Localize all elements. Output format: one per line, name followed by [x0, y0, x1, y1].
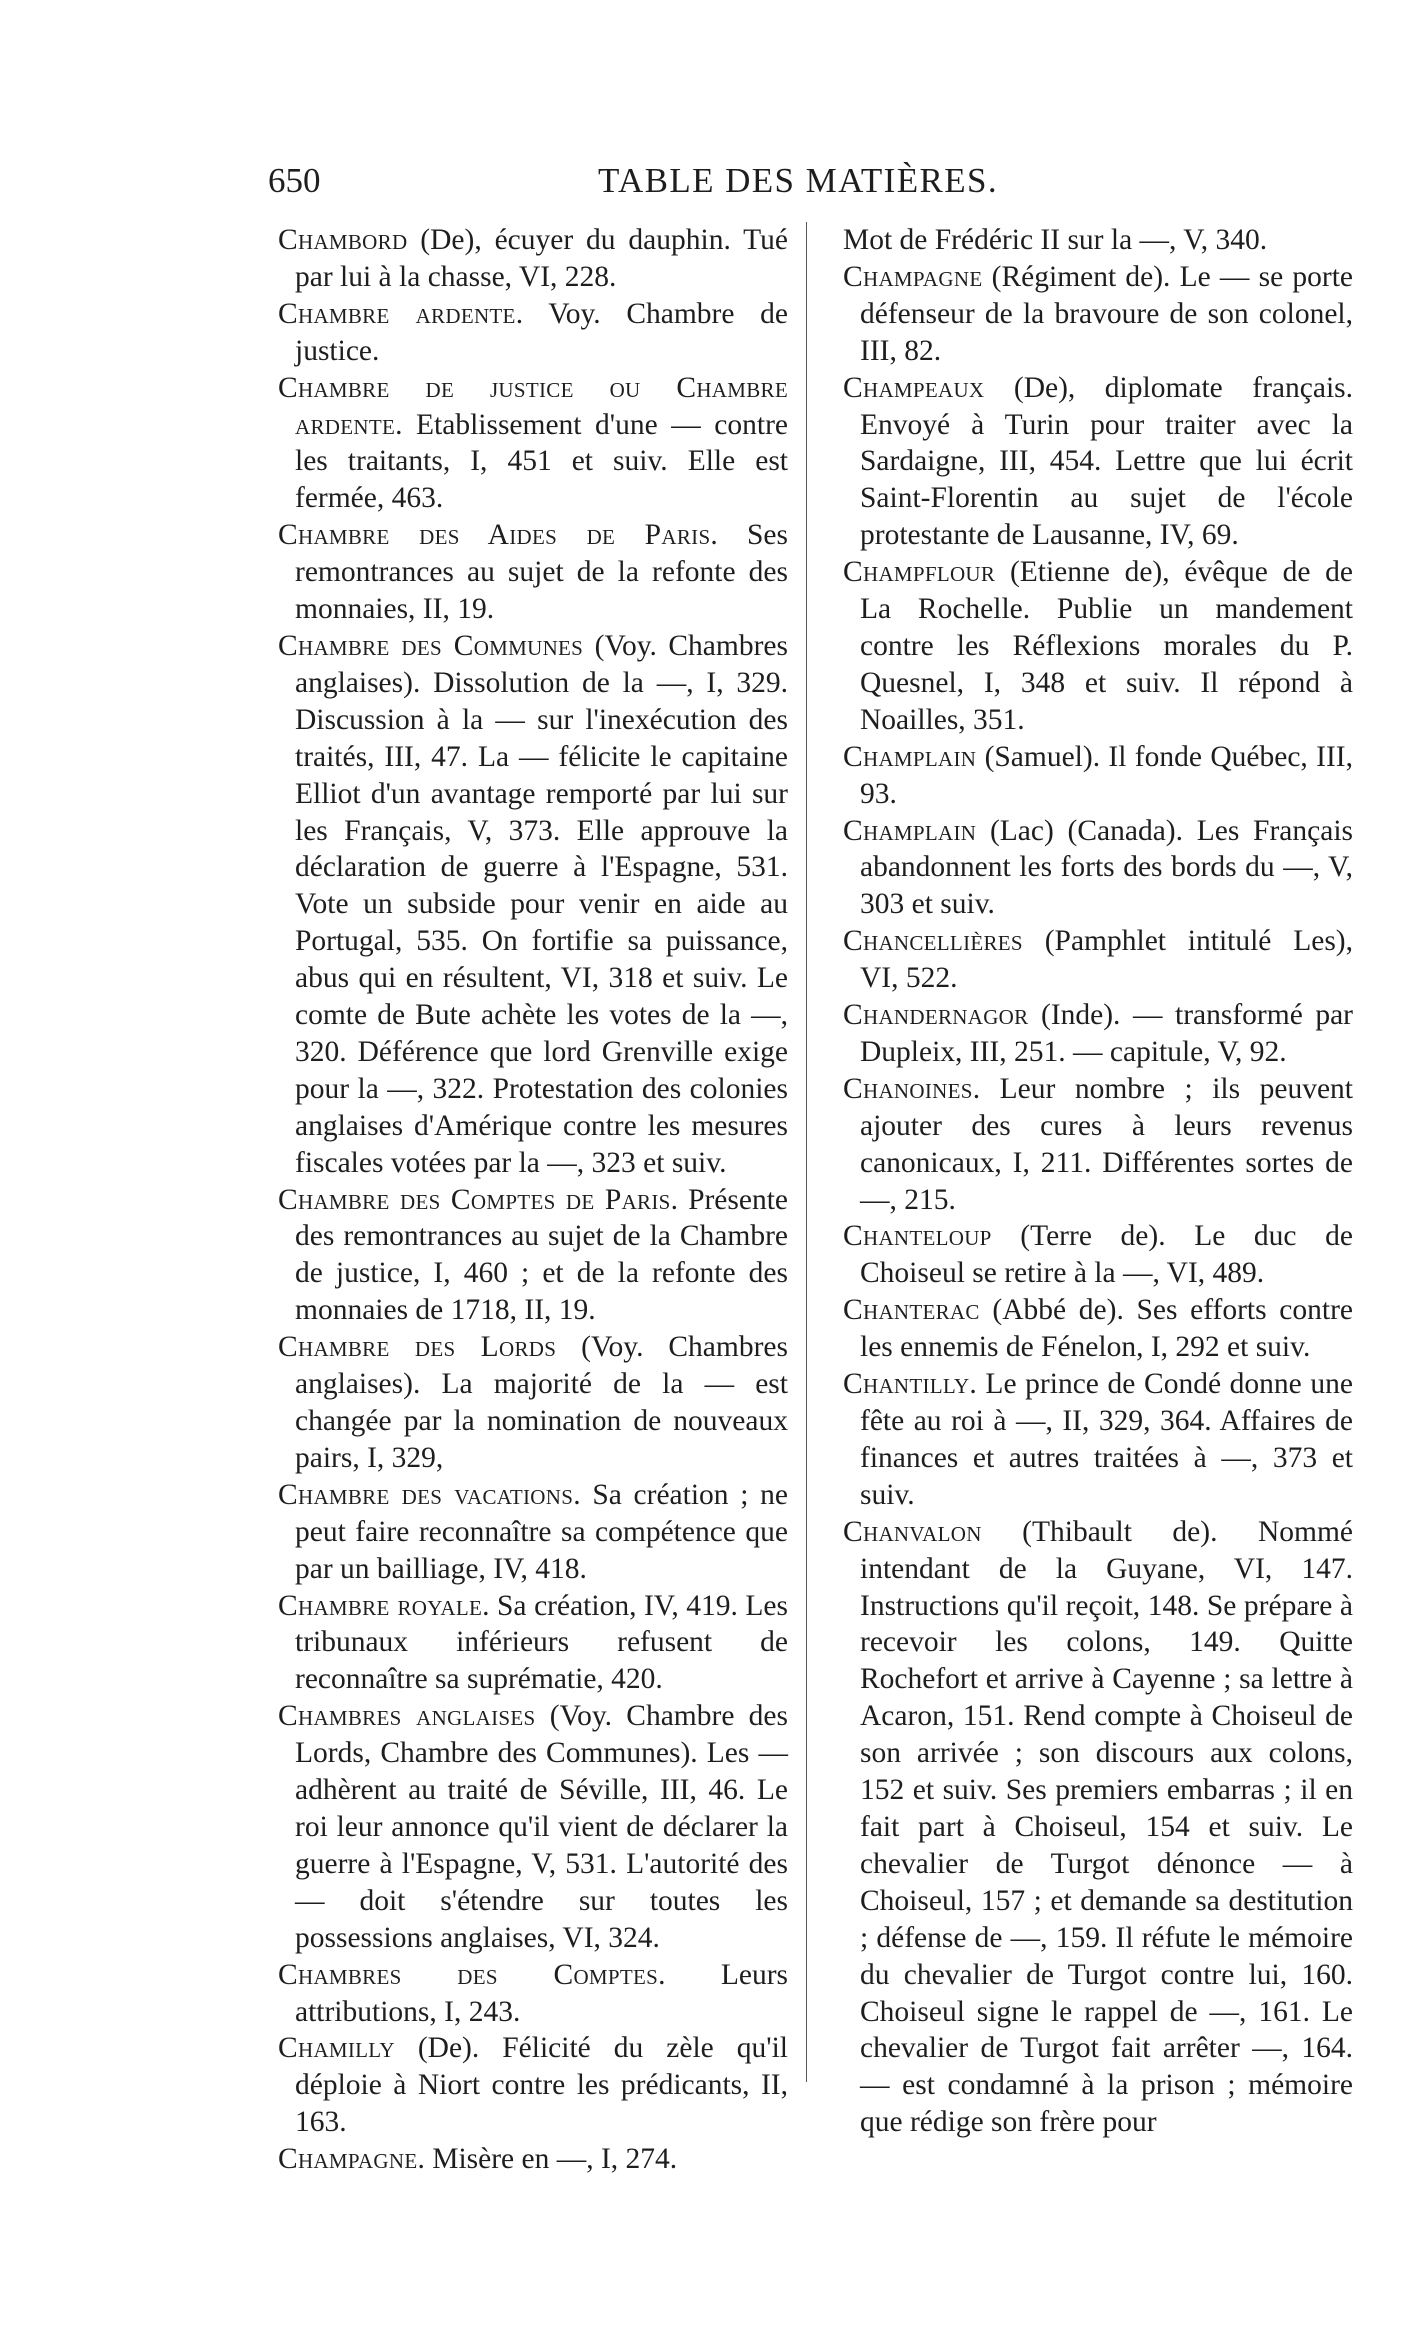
entry-headword: Chambre royale	[278, 1589, 483, 1622]
entry-text: . Ses remontrances au sujet de la refonte des monnaies, II, 19.	[295, 519, 788, 626]
entry-headword: Chambre des Aides de Paris	[278, 519, 711, 552]
index-entry	[278, 517, 788, 628]
entry-text: . Leurs attributions, I, 243.	[295, 1958, 789, 2028]
entry-headword: Chanteloup	[843, 1220, 992, 1253]
entry-headword: Chambre des Communes	[278, 629, 584, 662]
right-column	[843, 222, 1353, 2141]
index-entry	[843, 923, 1353, 997]
index-entry	[278, 1957, 788, 2031]
index-entry	[843, 259, 1353, 370]
index-entry	[278, 1588, 788, 1699]
column-divider	[806, 222, 807, 2082]
entry-text: (Etienne de), évêque de de La Rochelle. Publie un mandement contre les Réflexions morales du P. Quesnel, I, 348 et suiv. Il répond à Noailles, 351.	[860, 556, 1353, 736]
index-entry	[278, 370, 788, 518]
index-entry	[843, 1071, 1353, 1219]
entry-headword: Chanoines	[843, 1072, 973, 1105]
entry-headword: Champagne	[843, 260, 983, 293]
index-entry	[278, 628, 788, 1182]
entry-text: (Abbé de). Ses efforts contre les ennemis de Fénelon, I, 292 et suiv.	[860, 1294, 1353, 1364]
entry-text: (Voy. Chambres anglaises). Dissolution de la —, I, 329. Discussion à la — sur l'inexécution des traités, III, 47. La — félicite le capitaine Elliot d'un avantage remporté par lui sur les Français, V, 373. Elle approuve la déclaration de guerre à l'Espagne, 531. Vote un subside pour venir en aide au Portugal, 535. On fortifie sa puissance, abus qui en résultent, VI, 318 et suiv. Le comte de Bute achète les votes de la —, 320. Déférence que lord Grenville exige pour la —, 322. Protestation des colonies anglaises d'Amérique contre les mesures fiscales votées par la —, 323 et suiv.	[295, 629, 788, 1179]
index-entry	[843, 997, 1353, 1071]
entry-text: . Voy. Chambre de justice.	[295, 297, 788, 367]
entry-headword: Chamilly	[278, 2032, 395, 2065]
entry-headword: Chambre des Lords	[278, 1331, 557, 1364]
entry-headword: Chantilly	[843, 1368, 970, 1401]
entry-headword: Champagne	[278, 2143, 418, 2176]
entry-headword: Chanvalon	[843, 1515, 982, 1548]
index-entry	[843, 1514, 1353, 2141]
index-entry	[278, 296, 788, 370]
entry-headword: Chambres anglaises	[278, 1700, 536, 1733]
entry-text: . Sa création, IV, 419. Les tribunaux inférieurs refusent de reconnaître sa suprématie, 420.	[295, 1589, 788, 1696]
entry-text: (Voy. Chambres anglaises). La majorité de la — est changée par la nomination de nouveaux pairs, I, 329,	[295, 1331, 788, 1474]
entry-headword: Chandernagor	[843, 999, 1029, 1032]
index-entry	[843, 370, 1353, 555]
page-header	[268, 158, 1008, 204]
index-entry	[278, 222, 788, 296]
entry-text: (Samuel). Il fonde Québec, III, 93.	[860, 740, 1353, 810]
running-title: TABLE DES MATIÈRES.	[598, 161, 999, 200]
index-entry	[278, 1477, 788, 1588]
index-entry	[278, 1182, 788, 1330]
entry-text: (Voy. Chambre des Lords, Chambre des Communes). Les — adhèrent au traité de Séville, III, 46. Le roi leur annonce qu'il vient de déclarer la guerre à l'Espagne, V, 531. L'autorité des — doit s'étendre sur toutes les possessions anglaises, VI, 324.	[295, 1700, 788, 1954]
index-entry	[278, 2141, 788, 2178]
entry-headword: Champeaux	[843, 371, 985, 404]
entry-headword: Champflour	[843, 556, 996, 589]
index-entry	[843, 1218, 1353, 1292]
entry-text: (Terre de). Le duc de Choiseul se retire à la —, VI, 489.	[860, 1220, 1353, 1290]
entry-text: (De). Félicité du zèle qu'il déploie à Niort contre les prédicants, II, 163.	[295, 2032, 788, 2139]
page-number: 650	[268, 161, 321, 200]
entry-headword: Chancellières	[843, 925, 1023, 958]
index-entry	[843, 1292, 1353, 1366]
index-entry	[278, 1698, 788, 1956]
entry-headword: Chanterac	[843, 1294, 980, 1327]
entry-text: Mot de Frédéric II sur la —, V, 340.	[843, 224, 1268, 256]
entry-text: . Etablissement d'une — contre les traitants, I, 451 et suiv. Elle est fermée, 463.	[295, 408, 788, 515]
left-column	[278, 222, 788, 2178]
entry-text: . Présente des remontrances au sujet de la Chambre de justice, I, 460 ; et de la refonte des monnaies de 1718, II, 19.	[295, 1183, 788, 1327]
index-entry	[843, 1366, 1353, 1514]
entry-headword: Chambre des Comptes de Paris	[278, 1183, 671, 1216]
index-entry	[278, 1329, 788, 1477]
index-entry	[843, 554, 1353, 739]
entry-text: . Le prince de Condé donne une fête au roi à —, II, 329, 364. Affaires de finances et autres traitées à —, 373 et suiv.	[860, 1368, 1353, 1511]
entry-text: (De), écuyer du dauphin. Tué par lui à la chasse, VI, 228.	[295, 224, 788, 293]
entry-text: (Régiment de). Le — se porte défenseur de la bravoure de son colonel, III, 82.	[860, 260, 1353, 367]
index-entry	[843, 813, 1353, 924]
entry-text: (De), diplomate français. Envoyé à Turin pour traiter avec la Sardaigne, III, 454. Lettre que lui écrit Saint-Florentin au sujet de l'école protestante de Lausanne, IV, 69.	[860, 371, 1353, 552]
entry-headword: Champlain	[843, 814, 977, 847]
entry-headword: Chambre des vacations	[278, 1478, 574, 1511]
index-entry	[278, 2030, 788, 2141]
entry-text: (Inde). — transformé par Dupleix, III, 251. — capitule, V, 92.	[860, 999, 1353, 1068]
entry-text: . Sa création ; ne peut faire reconnaître sa compétence que par un bailliage, IV, 418.	[295, 1478, 788, 1585]
entry-headword: Chambres des Comptes	[278, 1958, 659, 1991]
entry-headword: Chambord	[278, 224, 408, 256]
index-entry	[843, 739, 1353, 813]
entry-headword: Chambre ardente	[278, 297, 516, 330]
index-entry	[843, 222, 1353, 259]
entry-text: (Thibault de). Nommé intendant de la Guyane, VI, 147. Instructions qu'il reçoit, 148. Se prépare à recevoir les colons, 149. Quitte Rochefort et arrive à Cayenne ; sa lettre à Acaron, 151. Rend compte à Choiseul de son arrivée ; son discours aux colons, 152 et suiv. Ses premiers embarras ; il en fait part à Choiseul, 154 et suiv. Le chevalier de Turgot dénonce — à Choiseul, 157 ; et demande sa destitution ; défense de —, 159. Il réfute le mémoire du chevalier de Turgot contre lui, 160. Choiseul signe le rappel de —, 161. Le chevalier de Turgot fait arrêter —, 164. — est condamné à la prison ; mémoire que rédige son frère pour	[860, 1515, 1353, 2139]
entry-text: (Lac) (Canada). Les Français abandonnent les forts des bords du —, V, 303 et suiv.	[860, 814, 1353, 921]
entry-headword: Champlain	[843, 740, 977, 773]
entry-text: (Pamphlet intitulé Les), VI, 522.	[860, 925, 1353, 995]
entry-text: . Leur nombre ; ils peuvent ajouter des cures à leurs revenus canonicaux, I, 211. Différentes sortes de —, 215.	[860, 1072, 1353, 1216]
entry-headword: Chambre de justice ou Chambre ardente	[278, 371, 788, 441]
entry-text: . Misère en —, I, 274.	[417, 2143, 678, 2176]
